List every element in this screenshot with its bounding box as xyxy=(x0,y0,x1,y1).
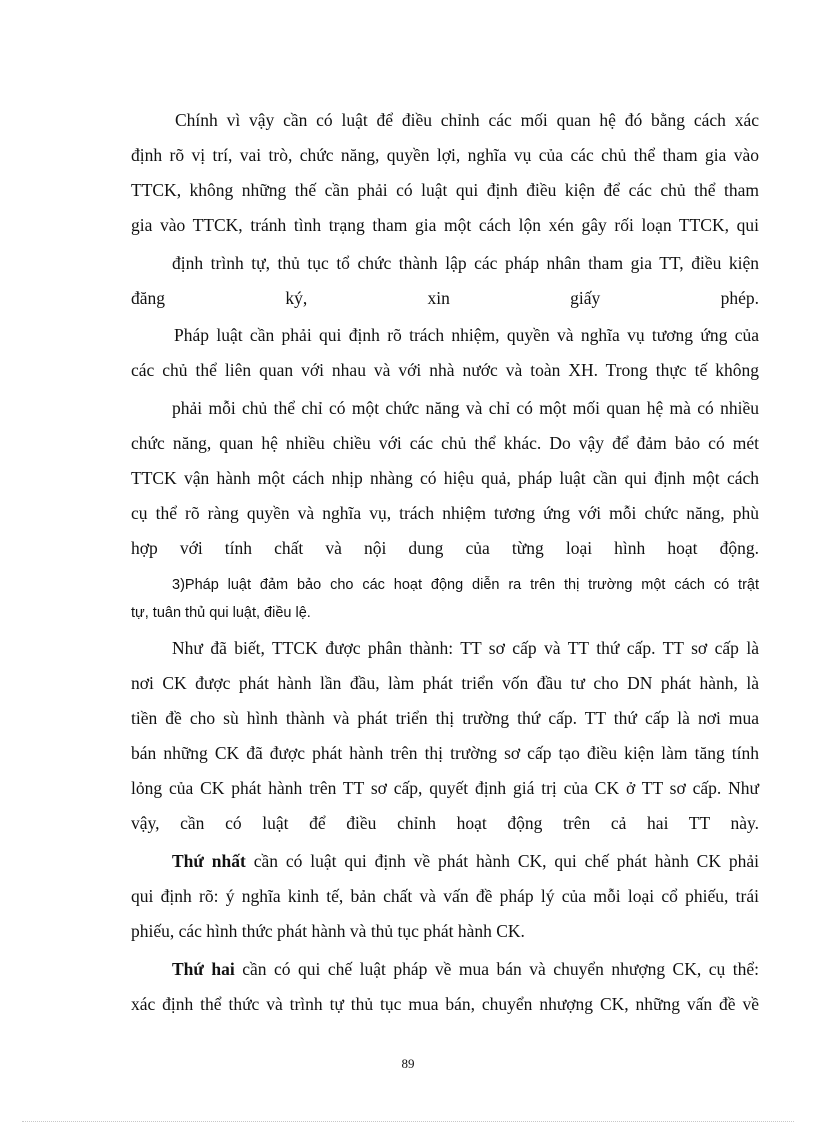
bold-heading: Thứ nhất xyxy=(172,851,246,871)
page-number: 89 xyxy=(401,1056,415,1071)
bold-heading: Thứ hai xyxy=(172,959,235,979)
text-line: Chính vì vậy cần có luật để điều chỉnh các mối quan hệ đó bằng cách xác xyxy=(175,110,759,130)
text-line xyxy=(172,850,759,872)
page-bottom-divider xyxy=(22,1121,794,1122)
text-line: bán những CK đã được phát hành trên thị trường sơ cấp tạo điều kiện làm tăng tính xyxy=(131,743,759,763)
text-line: các chủ thể liên quan với nhau và với nhà nước và toàn XH. Trong thực tế không xyxy=(131,360,759,380)
text-line: hợp với tính chất và nội dung của từng loại hình hoạt động. xyxy=(131,538,759,558)
text-line: cụ thể rõ ràng quyền và nghĩa vụ, trách nhiệm tương ứng với mỗi chức năng, phù xyxy=(131,503,759,523)
text-line: lỏng của CK phát hành trên TT sơ cấp, quyết định giá trị của CK ở TT sơ cấp. Như xyxy=(131,778,759,798)
text-line: 3)Pháp luật đảm bảo cho các hoạt động diễn ra trên thị trường một cách có trật xyxy=(172,577,759,593)
text-line: tự, tuân thủ qui luật, điều lệ. xyxy=(131,605,311,621)
text-line: định trình tự, thủ tục tổ chức thành lập các pháp nhân tham gia TT, điều kiện xyxy=(172,253,759,273)
text-line: phiếu, các hình thức phát hành và thủ tục phát hành CK. xyxy=(131,921,525,941)
text-line: TTCK vận hành một cách nhịp nhàng có hiệu quả, pháp luật cần qui định một cách xyxy=(131,468,759,488)
text-line: TTCK, không những thế cần phải có luật qui định điều kiện để các chủ thể tham xyxy=(131,180,759,200)
text-span: cần có qui chế luật pháp về mua bán và chuyển nhượng CK, cụ thể: xyxy=(234,959,759,979)
text-line: nơi CK được phát hành lần đầu, làm phát triển vốn đầu tư cho DN phát hành, là xyxy=(131,673,759,693)
text-line: phải mỗi chủ thể chỉ có một chức năng và chỉ có một mối quan hệ mà có nhiều xyxy=(172,398,759,418)
text-line xyxy=(172,958,759,980)
text-line: tiền đề cho sù hình thành và phát triển thị trường thứ cấp. TT thứ cấp là nơi mua xyxy=(131,708,759,728)
text-span: cần có luật qui định về phát hành CK, qui chế phát hành CK phải xyxy=(245,851,759,871)
text-line: vậy, cần có luật để điều chỉnh hoạt động trên cả hai TT này. xyxy=(131,813,759,833)
text-line: đăng ký, xin giấy phép. xyxy=(131,288,759,308)
text-line: Pháp luật cần phải qui định rõ trách nhiệm, quyền và nghĩa vụ tương ứng của xyxy=(174,325,759,345)
text-line: xác định thể thức và trình tự thủ tục mua bán, chuyển nhượng CK, những vấn đề về xyxy=(131,994,759,1014)
text-line: Như đã biết, TTCK được phân thành: TT sơ cấp và TT thứ cấp. TT sơ cấp là xyxy=(172,638,759,658)
text-line: gia vào TTCK, tránh tình trạng tham gia một cách lộn xén gây rối loạn TTCK, qui xyxy=(131,215,759,235)
text-line: chức năng, quan hệ nhiều chiều với các chủ thể khác. Do vậy để đảm bảo có mét xyxy=(131,433,759,453)
text-line: qui định rõ: ý nghĩa kinh tế, bản chất và vấn đề pháp lý của mỗi loại cổ phiếu, trái xyxy=(131,886,759,906)
text-line: định rõ vị trí, vai trò, chức năng, quyền lợi, nghĩa vụ của các chủ thể tham gia vào xyxy=(131,145,759,165)
